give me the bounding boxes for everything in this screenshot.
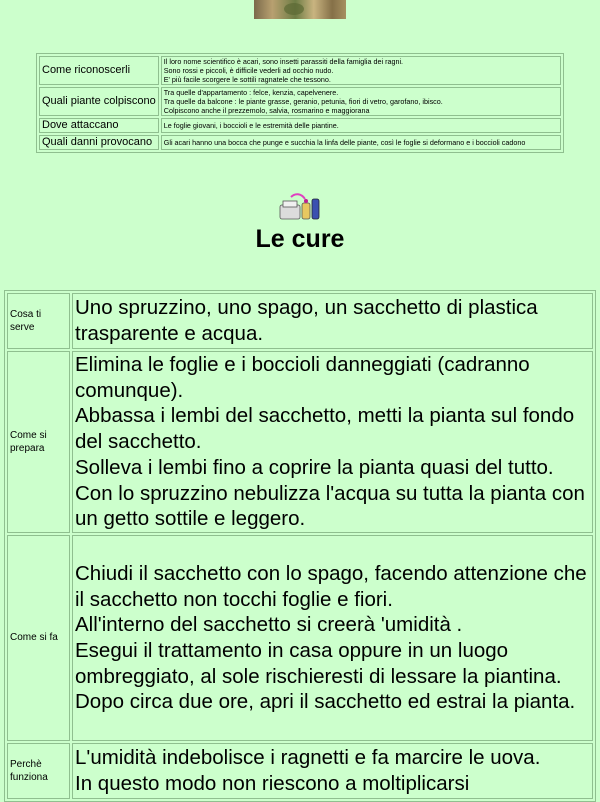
row-label: Cosa ti serve: [7, 293, 70, 349]
row-label: Come si fa: [7, 535, 70, 741]
care-table: [4, 290, 596, 802]
table-row: [39, 135, 561, 150]
page-title: Le cure: [255, 225, 345, 253]
table-row: [39, 118, 561, 133]
row-label: Perchè funziona: [7, 743, 70, 799]
table-row: [7, 535, 593, 741]
table-row: [39, 56, 561, 85]
row-label: Quali danni provocano: [39, 135, 159, 150]
info-table: [36, 53, 564, 153]
row-value: Il loro nome scientifico è acari, sono insetti parassiti della famiglia dei ragni. Sono rossi e piccoli, è difficile vederli ad occhio nudo. E' più facile scorgere le sottili ragnatele che tessono.: [161, 56, 561, 85]
row-value: Gli acari hanno una bocca che punge e succhia la linfa delle piante, così le foglie si deformano e i boccioli cadono: [161, 135, 561, 150]
row-label: Quali piante colpiscono: [39, 87, 159, 116]
table-row: [39, 87, 561, 116]
row-label: Come riconoscerli: [39, 56, 159, 85]
row-value: L'umidità indebolisce i ragnetti e fa marcire le uova. In questo modo non riescono a moltiplicarsi: [72, 743, 593, 799]
row-value: Uno spruzzino, uno spago, un sacchetto di plastica trasparente e acqua.: [72, 293, 593, 349]
table-row: [7, 743, 593, 799]
spray-tools-icon: [277, 193, 323, 223]
row-label: Come si prepara: [7, 351, 70, 533]
row-value: Le foglie giovani, i boccioli e le estremità delle piantine.: [161, 118, 561, 133]
row-value: Elimina le foglie e i boccioli danneggiati (cadranno comunque). Abbassa i lembi del sacchetto, metti la pianta sul fondo del sacchetto. Solleva i lembi fino a coprire la pianta quasi del tutto. Con lo spruzzino nebulizza l'acqua su tutta la pianta con un getto sottile e leggero.: [72, 351, 593, 533]
plant-photo: [254, 0, 346, 19]
table-row: [7, 351, 593, 533]
table-row: [7, 293, 593, 349]
row-value: Chiudi il sacchetto con lo spago, facendo attenzione che il sacchetto non tocchi foglie e fiori. All'interno del sacchetto si creerà 'umidità . Esegui il trattamento in casa oppure in un luogo ombreggiato, al sole rischieresti di lessare la piantina. Dopo circa due ore, apri il sacchetto ed estrai la pianta.: [72, 535, 593, 741]
row-value: Tra quelle d'appartamento : felce, kenzia, capelvenere. Tra quelle da balcone : le piante grasse, geranio, petunia, fiori di vetro, garofano, ibisco. Colpiscono anche il prezzemolo, salvia, rosmarino e maggiorana: [161, 87, 561, 116]
row-label: Dove attaccano: [39, 118, 159, 133]
